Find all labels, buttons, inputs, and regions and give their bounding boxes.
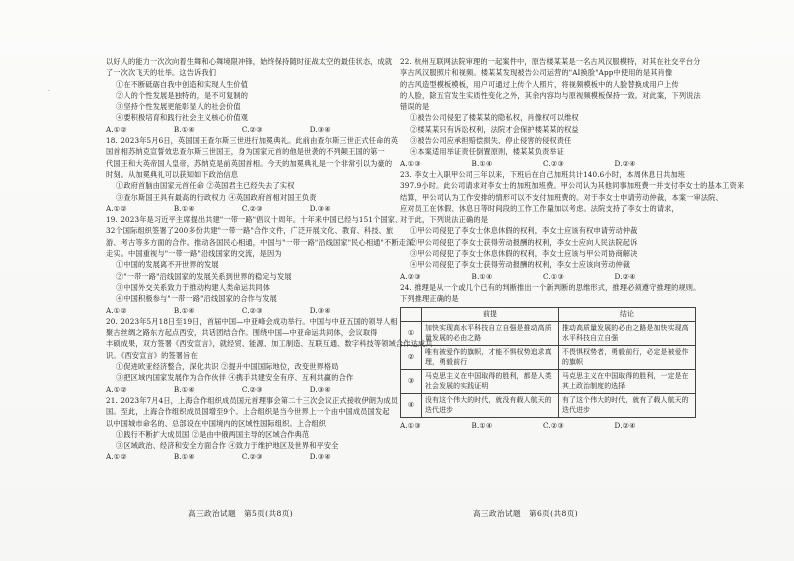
option-a: A.①② (106, 384, 127, 394)
text-line: ④本案适用举证责任倒置原则，楼某某负责举证 (410, 147, 565, 157)
option-b: B.①④ (173, 124, 195, 134)
text-line: 代国王和大英帝国人皇帝，苏纳克是前英国首相。今天的加冕典礼是一个非常引以为豪的 (106, 158, 393, 168)
question-22 (400, 56, 701, 158)
table-row (401, 369, 696, 393)
text-line: 22. 杭州互联网法院审理的一起案件中，原告楼某某是一名古风汉服模特，对其在社交平台分 (400, 57, 701, 66)
text-line: ③被告公司应承担赔偿损失、停止侵害的侵权责任 (410, 136, 572, 146)
text-line: 了一次次飞天的壮举。这告诉我们 (106, 68, 217, 78)
question-23 (400, 169, 745, 271)
right-page (400, 56, 745, 431)
text-line: 18. 2023年5月6日，英国国王查尔斯三世进行加冕典礼。此前由查尔斯三世正式任命的英 (106, 136, 399, 146)
text-line: 享古风汉服照片和视频。楼某某发现被告公司运营的"AI换脸"App中使用的是其肖像 (400, 68, 673, 78)
option-b: B.①④ (173, 384, 195, 394)
text-line: 错误的是 (400, 102, 430, 112)
option-d: D.③④ (309, 305, 331, 315)
text-line: ①政府首脑由国家元首任命 ②英国君主已经失去了实权 (116, 181, 295, 191)
text-line: 24. 推理是从一个或几个已有的判断推出一个新判断的思维形式，推理必须遵守推理的规则。 (400, 282, 701, 292)
option-a: A.①② (106, 305, 127, 315)
conclusion-cell: 不畏惧权势者，勇毅前行，必定是被爱作的旗帜 (558, 345, 695, 369)
table-header-conclusion: 结论 (558, 307, 695, 321)
conclusion-cell: 马克思主义在中国取得的胜利，一定是在其上政治制度的选择 (558, 369, 695, 393)
q17-options (106, 124, 361, 135)
text-line: ①促进欧亚经济整合，深化共识 ②提升中国国际地位，改变世界格局 (116, 362, 339, 372)
row-number: ② (401, 345, 422, 369)
q24-options (400, 420, 668, 431)
premise-cell: 马克思主义在中国取得的胜利，都是人类社会发展的实践证明 (422, 369, 559, 393)
premise-cell: 加快实现高水平科技自立自强是推动高质量发展的必由之路 (422, 321, 559, 345)
q19-options (106, 305, 361, 316)
option-d: D.②④ (614, 271, 636, 281)
text-line: ④中国积极参与"一带一路"沿线国家的合作与发展 (116, 294, 278, 304)
text-line: ②甲公司侵犯了李女士获得劳动报酬的权利，李女士应向人民法院起诉 (410, 237, 638, 247)
text-line: ②"一带一路"沿线国家的发展关系到世界的稳定与发展 (116, 271, 292, 281)
text-line: 的古风造型模板模板，用户可通过上传个人照片，将视频模板中的人脸替换成用户上传 (400, 79, 679, 89)
text-line: 聚古丝绸之路东方起点西安，共话团结合作。围绕中国—中亚命运共同体，会议取得 (106, 328, 378, 338)
table-header-num (401, 307, 422, 321)
text-line: 识。《西安宣言》的签署旨在 (106, 350, 198, 360)
text-line: ③中国外交关系致力于推动构建人类命运共同体 (116, 282, 271, 292)
option-b: B.①④ (173, 305, 195, 315)
text-line: 游、考古等多方面的合作。推动各国民心相通，中国与"一带一路"沿线国家"民心相通"不断走深 (106, 237, 414, 247)
text-line: ③查尔斯国王具有最高的行政权力 ④英国政府首相对国王负责 (116, 192, 317, 202)
text-line: ②人的个性发展是独特的，是不可复制的 (116, 90, 249, 100)
option-b: B.①④ (471, 271, 493, 281)
text-line: ①在不断砥砺自我中创造和实现人生价值 (116, 79, 249, 89)
table-row (401, 345, 696, 369)
text-line: 结算，甲公司认为工作安排的情形可以不支付加班费的。对于李女士申请劳动仲裁，本案一审法院、 (400, 192, 723, 202)
text-line: ①践行不断扩大成员国 ②是由中俄两国主导的区域合作典范 (116, 429, 310, 439)
margin-mark: · (48, 88, 50, 95)
text-line: 397.9小时。此公司请求对李女士的加班加班费。甲公司认为其他同事加班费一并支付李女士的基本工资来 (400, 181, 745, 191)
option-a: A.①② (106, 452, 127, 462)
page-footer-right: 高三政治试题 第6页(共8页) (473, 509, 579, 518)
text-line: ③把区域内国家发展作为合作伙伴 ④携手共建安全有序、互利共赢的合作 (116, 373, 354, 383)
text-line: 以中国城市命名的、总部设在中国境内的区域性国际组织。上合组织 (106, 418, 327, 428)
table-row (401, 321, 696, 345)
option-b: B.①④ (471, 420, 493, 430)
option-d: D.③④ (309, 124, 331, 134)
option-c: C.②③ (241, 203, 263, 213)
question-18 (106, 135, 399, 203)
q20-options (106, 384, 361, 395)
q18-options (106, 203, 361, 214)
q21-options (106, 451, 361, 462)
text-line: 32个国际组织签署了200多份共建"一带一路"合作文件，广泛开展文化、教育、科技、旅 (106, 226, 394, 236)
option-a: A.①③ (400, 158, 421, 168)
row-number: ③ (401, 369, 422, 393)
text-line: ④甲公司侵犯了李女士获得劳动报酬的权利，李女士应该向劳动仲裁 (410, 260, 631, 270)
q17-continuation (106, 56, 393, 124)
text-line: 走实。中国重视与"一带一路"沿线国家的交流，是因为 (106, 249, 282, 259)
text-line: ①甲公司侵犯了李女士休息休假的权利，李女士应该有权申请劳动仲裁 (410, 226, 638, 236)
text-line: 20. 2023年5月18日至19日，首届中国—中亚峰会成功举行。中国与中亚五国的领导人相 (106, 316, 398, 326)
q22-options (400, 158, 668, 169)
premise-cell: 没有这个伟大的时代，就没有载人航天的迭代进步 (422, 393, 559, 417)
row-number: ① (401, 321, 422, 345)
option-d: D.③④ (309, 384, 331, 394)
conclusion-cell: 有了这个伟大的时代，就有了载人航天的迭代进步 (558, 393, 695, 417)
text-line: 19. 2023年是习近平主席提出共建"一带一路"倡议十周年。十年来中国已经与151个国家、 (106, 215, 403, 225)
option-c: C.②③ (543, 158, 565, 168)
question-20 (106, 316, 433, 384)
text-line: ③区域政治、经济和安全方面合作 ④致力于维护地区及世界和平安全 (116, 441, 339, 451)
table-header-row (401, 307, 696, 321)
option-d: D.②④ (614, 158, 636, 168)
option-b: B.①④ (173, 203, 195, 213)
option-d: D.②④ (614, 420, 636, 430)
option-c: C.②③ (241, 384, 263, 394)
reasoning-table (400, 307, 696, 418)
text-line: ③甲公司侵犯了李女士休息休假的权利，李女士应该与甲公司协商解决 (410, 249, 638, 259)
text-line: ③坚持个性发展更能彰显人的社会价值 (116, 102, 241, 112)
option-a: A.①② (106, 124, 127, 134)
option-b: B.①④ (471, 158, 493, 168)
q23-options (400, 271, 668, 282)
option-c: C.①③ (543, 271, 565, 281)
option-a: A.①③ (400, 420, 421, 430)
option-d: D.③④ (309, 452, 331, 462)
text-line: 以好人的能力一次次向着生舞和心舞境限冲锋，始终保持随时征战太空的最佳状态，成就 (106, 57, 393, 66)
premise-cell: 唯有被爱作的旗帜，才能不惧权势追求真理，勇毅前行 (422, 345, 559, 369)
row-number: ④ (401, 393, 422, 417)
question-21 (106, 395, 399, 451)
text-line: ①中国的发展离不开世界的发展 (116, 260, 219, 270)
text-line: 21. 2023年7月4日，上海合作组织成员国元首理事会第二十三次会议正式接收伊朗为成员 (106, 395, 399, 405)
option-a: A.②③ (400, 271, 421, 281)
text-line: ④要积极培育和践行社会主义核心价值观 (116, 113, 249, 123)
text-line: 时刻。从加冕典礼可以获知如下政治信息 (106, 169, 239, 179)
option-c: C.②③ (241, 452, 263, 462)
option-d: D.③④ (309, 203, 331, 213)
page-footer-left: 高三政治试题 第5页(共8页) (188, 509, 294, 518)
option-c: C.②③ (543, 420, 565, 430)
text-line: 的人脸，除五官发生实质性变化之外，其余内容均与原视频模板保持一致。对此案，下列说法 (400, 90, 701, 100)
text-line: 下列推理正确的是 (400, 294, 459, 304)
option-b: B.①④ (173, 452, 195, 462)
question-24 (400, 282, 701, 305)
table-row (401, 393, 696, 417)
conclusion-cell: 推动高质量发展的必由之路是加快实现高水平科技自立自强 (558, 321, 695, 345)
text-line: 应对员工在休假、休息日等时间段的工作工作量加以考虑。法院支持了李女士的请求， (400, 203, 679, 213)
option-c: C.②③ (241, 305, 263, 315)
option-c: C.②③ (241, 124, 263, 134)
text-line: 国首相苏纳克宣誓效忠查尔斯三世国王，身为国家元首的他是世袭的不列颠王国的第一 (106, 147, 385, 157)
text-line: 国。至此，上海合作组织成员国增至9个。上合组织是当今世界上一个由中国成员国发起 (106, 407, 390, 417)
text-line: 对于此，下列说法正确的是 (400, 215, 489, 225)
text-line: 丰硕成果，双方签署《西安宣言》，就经贸、能源、加工制造、互联互通、数字科技等领域合作达成共 (106, 339, 433, 349)
table-header-premise: 前提 (422, 307, 559, 321)
option-a: A.①② (106, 203, 127, 213)
text-line: ①被告公司侵犯了楼某某的隐私权，肖像权可以维权 (410, 113, 579, 123)
text-line: ②楼某某只有诉讼权利，法院才会保护楼某某的权益 (410, 124, 579, 134)
text-line: 23. 李女士入职甲公司三年以来，下班后在自己加班共计140.6小时，本周休息日共加班 (400, 169, 686, 179)
